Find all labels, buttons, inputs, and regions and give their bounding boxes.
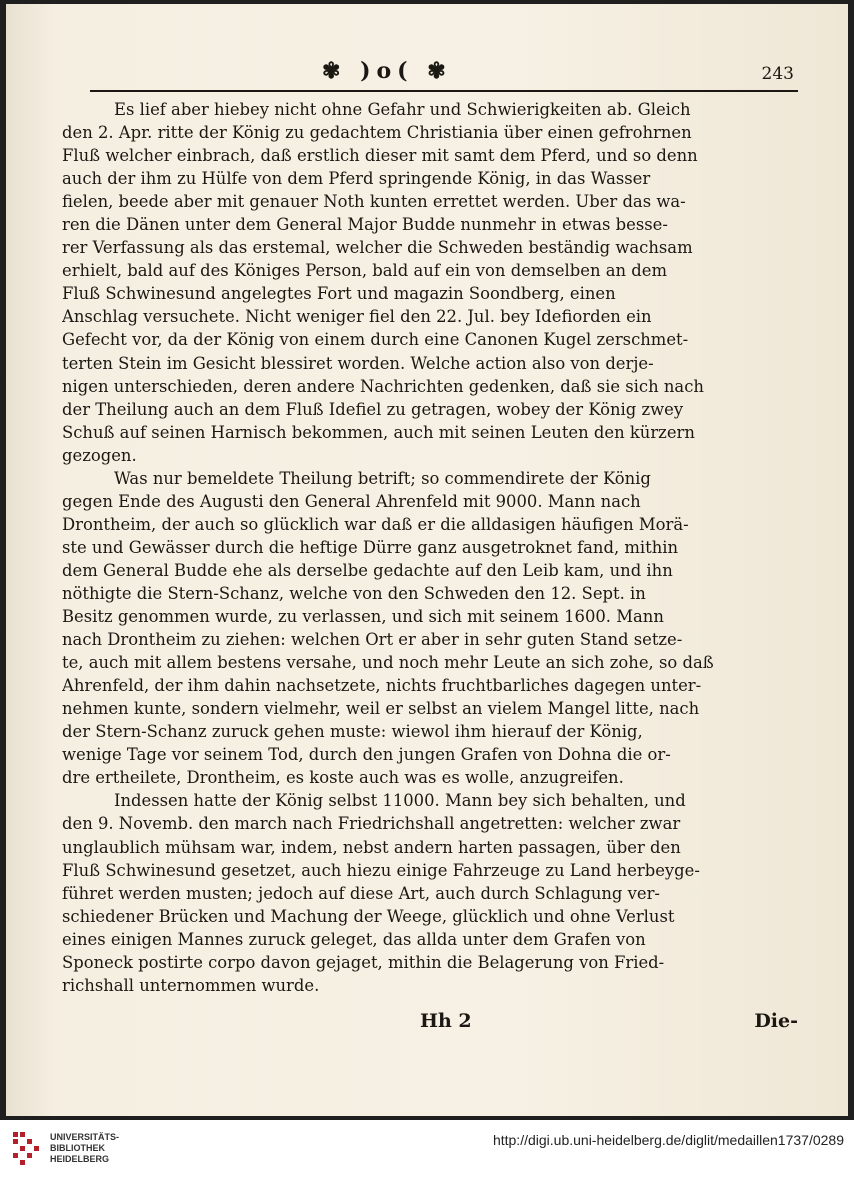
text-line: te, auch mit allem bestens versahe, und noch mehr Leute an sich zohe, so daß (62, 653, 714, 673)
page-url[interactable]: http://digi.ub.uni-heidelberg.de/diglit/medaillen1737/0289 (492, 1132, 844, 1148)
text-line: Anschlag versuchete. Nicht weniger fiel den 22. Jul. bey Idefiorden ein (62, 307, 652, 327)
signature-mark: Hh 2 (420, 1010, 472, 1032)
text-line: der Theilung auch an dem Fluß Idefiel zu getragen, wobey der König zwey (62, 399, 684, 419)
text-line: Drontheim, der auch so glücklich war daß er die alldasigen häufigen Morä- (62, 514, 689, 534)
text-line: den 2. Apr. ritte der König zu gedachtem Christiania über einen gefrohrnen (62, 123, 692, 143)
page-header (90, 58, 798, 92)
text-line: führet werden musten; jedoch auf diese Art, auch durch Schlagung ver- (62, 883, 660, 903)
page-number: 243 (761, 64, 794, 84)
text-line: Ahrenfeld, der ihm dahin nachsetzete, nichts fruchtbarliches dagegen unter- (62, 676, 702, 696)
header-ornament: ✾ )o( ✾ (322, 58, 452, 84)
body-text (62, 98, 792, 997)
text-line: Was nur bemeldete Theilung betrift; so commendirete der König (114, 468, 651, 488)
text-line: Gefecht vor, da der König von einem durch eine Canonen Kugel zerschmet- (62, 330, 689, 350)
text-line: nach Drontheim zu ziehen: welchen Ort er aber in sehr guten Stand setze- (62, 630, 683, 650)
text-line: nigen unterschieden, deren andere Nachrichten gedenken, daß sie sich nach (62, 376, 704, 396)
text-line: Besitz genommen wurde, zu verlassen, und sich mit seinem 1600. Mann (62, 607, 664, 627)
text-line: Sponeck postirte corpo davon gejaget, mithin die Belagerung von Fried- (62, 952, 665, 972)
text-line: gezogen. (62, 445, 137, 465)
text-line: den 9. Novemb. den march nach Friedrichshall angetretten: welcher zwar (62, 814, 681, 834)
text-line: rer Verfassung als das erstemal, welcher die Schweden beständig wachsam (62, 238, 693, 258)
text-line: dem General Budde ehe als derselbe gedachte auf den Leib kam, und ihn (62, 560, 673, 580)
text-line: Schuß auf seinen Harnisch bekommen, auch mit seinen Leuten den kürzern (62, 422, 695, 442)
text-line: Fluß Schwinesund angelegtes Fort und magazin Soondberg, einen (62, 284, 616, 304)
text-line: unglaublich mühsam war, indem, nebst andern harten passagen, über den (62, 837, 681, 857)
library-name (50, 1132, 119, 1165)
text-line: ste und Gewässer durch die heftige Dürre ganz ausgetroknet fand, mithin (62, 537, 679, 557)
library-logo-icon[interactable] (10, 1128, 44, 1168)
text-line: Es lief aber hiebey nicht ohne Gefahr und Schwierigkeiten ab. Gleich (114, 100, 691, 119)
library-name-line: UNIVERSITÄTS- (50, 1132, 120, 1142)
header-rule (90, 90, 798, 92)
text-line: auch der ihm zu Hülfe von dem Pferd springende König, in das Wasser (62, 169, 651, 189)
text-line: ren die Dänen unter dem General Major Budde nunmehr in etwas besse- (62, 215, 668, 235)
text-line: Fluß Schwinesund gesetzet, auch hiezu einige Fahrzeuge zu Land herbeyge- (62, 860, 700, 880)
library-name-line: HEIDELBERG (50, 1154, 110, 1164)
text-line: erhielt, bald auf des Königes Person, bald auf ein von demselben an dem (62, 261, 668, 281)
text-line: wenige Tage vor seinem Tod, durch den jungen Grafen von Dohna die or- (62, 745, 671, 765)
text-line: dre ertheilete, Drontheim, es koste auch was es wolle, anzugreifen. (62, 768, 624, 788)
text-line: richshall unternommen wurde. (62, 975, 320, 995)
text-line: fielen, beede aber mit genauer Noth kunten errettet werden. Uber das wa- (62, 192, 686, 212)
library-name-line: BIBLIOTHEK (50, 1143, 105, 1153)
text-line: Indessen hatte der König selbst 11000. Mann bey sich behalten, und (114, 791, 686, 811)
text-line: eines einigen Mannes zuruck geleget, das allda unter dem Grafen von (62, 929, 646, 949)
viewer-bottom-bar (0, 1120, 854, 1181)
text-line: nehmen kunte, sondern vielmehr, weil er selbst an vielem Mangel litte, nach (62, 699, 700, 719)
catchword: Die- (754, 1010, 798, 1032)
text-line: der Stern-Schanz zuruck gehen muste: wiewol ihm hierauf der König, (62, 722, 643, 742)
text-line: nöthigte die Stern-Schanz, welche von den Schweden den 12. Sept. in (62, 583, 646, 603)
text-line: schiedener Brücken und Machung der Weege, glücklich und ohne Verlust (62, 906, 675, 926)
text-line: gegen Ende des Augusti den General Ahrenfeld mit 9000. Mann nach (62, 491, 641, 511)
text-line: Fluß welcher einbrach, daß erstlich dieser mit samt dem Pferd, und so denn (62, 146, 698, 166)
text-line: terten Stein im Gesicht blessiret worden. Welche action also von derje- (62, 353, 654, 373)
